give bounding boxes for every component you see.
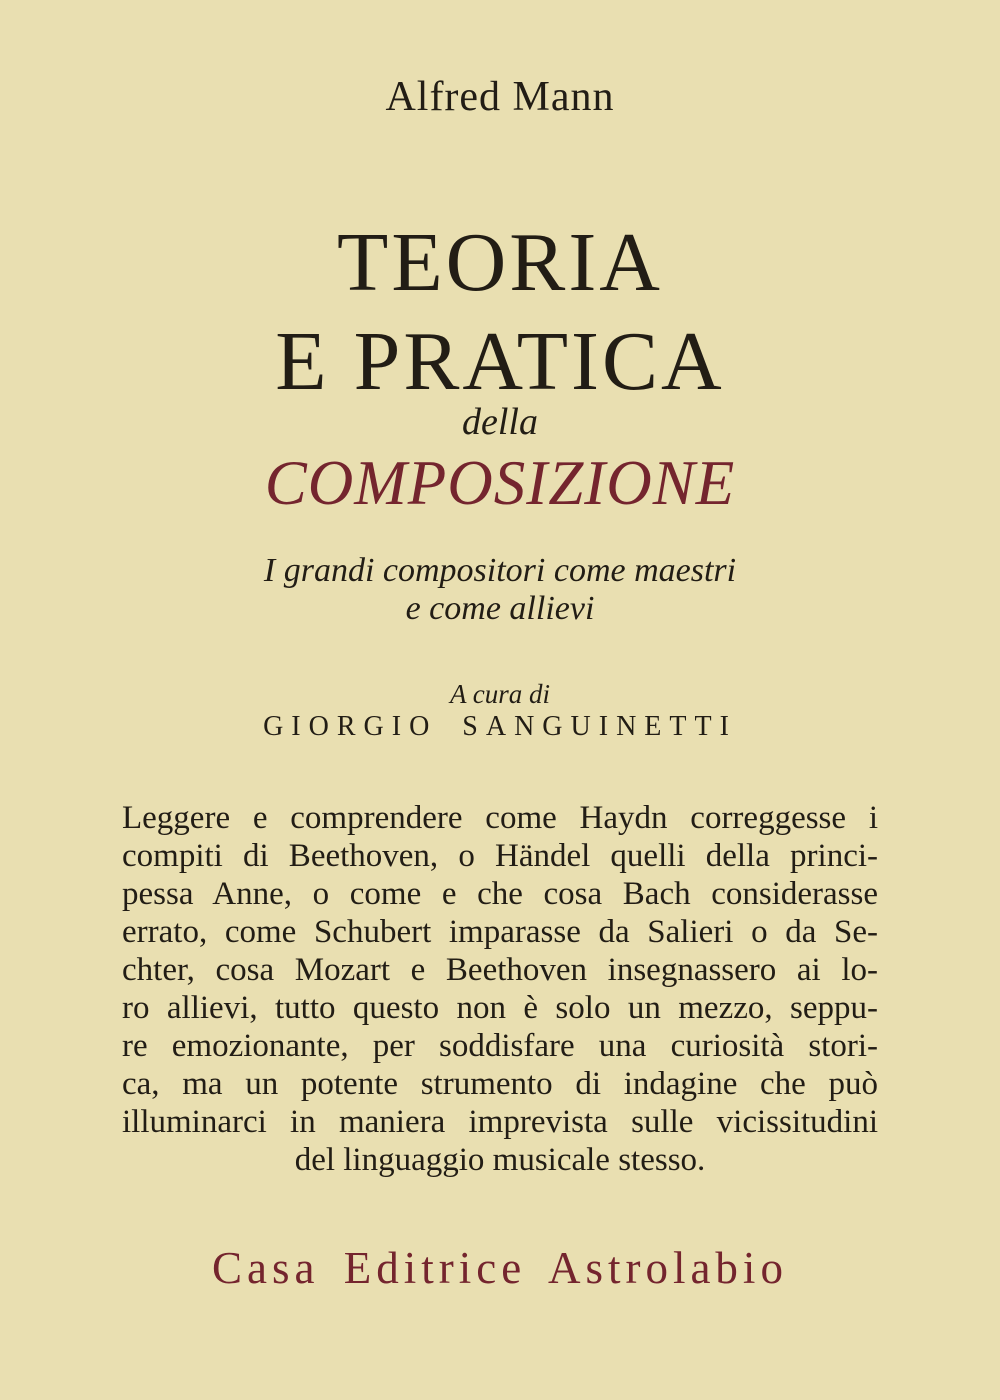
- publisher-name: Casa Editrice Astrolabio: [212, 1243, 788, 1293]
- edited-by-label: A cura di: [450, 679, 550, 709]
- subtitle-line-2: e come allievi: [405, 590, 595, 627]
- subtitle-line-1: I grandi compositori come maestri: [263, 552, 737, 589]
- title-main-word: COMPOSIZIONE: [264, 448, 736, 518]
- back-cover-blurb: [122, 799, 878, 1179]
- title-line-1: TEORIA: [337, 216, 663, 309]
- title-line-2: E PRATICA: [275, 315, 725, 408]
- blurb-line: illuminarci in maniera imprevista sulle vicissitudini: [122, 1104, 878, 1140]
- blurb-line: compiti di Beethoven, o Händel quelli della princi-: [122, 838, 878, 874]
- blurb-line: re emozionante, per soddisfare una curiosità stori-: [122, 1028, 878, 1064]
- author-name: Alfred Mann: [385, 74, 615, 120]
- blurb-line: del linguaggio musicale stesso.: [294, 1142, 706, 1178]
- blurb-line: Leggere e comprendere come Haydn correggesse i: [122, 800, 878, 836]
- title-connector: della: [462, 401, 538, 443]
- blurb-line: pessa Anne, o come e che cosa Bach considerasse: [122, 876, 878, 912]
- editor-name: GIORGIO SANGUINETTI: [263, 711, 737, 742]
- blurb-line: ro allievi, tutto questo non è solo un mezzo, seppu-: [122, 990, 878, 1026]
- blurb-line: ca, ma un potente strumento di indagine che può: [122, 1066, 878, 1102]
- blurb-line: chter, cosa Mozart e Beethoven insegnassero ai lo-: [122, 952, 878, 988]
- blurb-line: errato, come Schubert imparasse da Salieri o da Se-: [122, 914, 878, 950]
- subtitle: [0, 552, 1000, 628]
- book-title-caps: [0, 213, 1000, 411]
